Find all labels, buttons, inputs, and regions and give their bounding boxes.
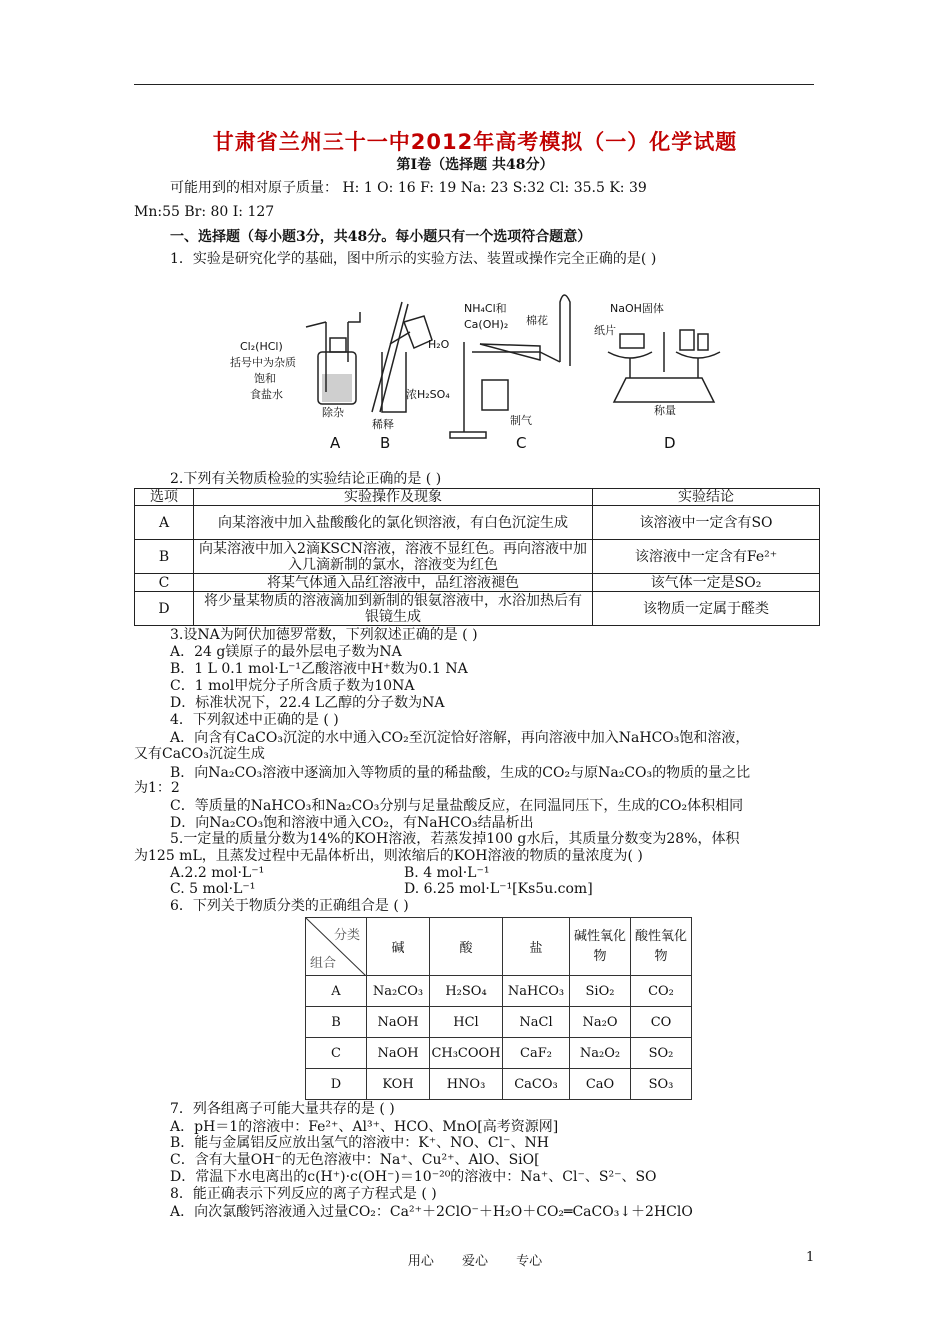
fig-c-letter: C [516, 434, 527, 452]
table-cell: CaO [570, 1069, 631, 1100]
table-cell: B [135, 540, 194, 574]
question-4: 4．下列叙述中正确的是 ( ) [170, 712, 339, 728]
table-header: 碱性氧化物 [570, 918, 631, 976]
table-cell: HCl [430, 1007, 503, 1038]
corner-bottom-label: 组合 [310, 956, 337, 971]
table-cell: 将少量某物质的溶液滴加到新制的银氨溶液中，水浴加热后有银镜生成 [194, 592, 593, 626]
table-header: 盐 [503, 918, 570, 976]
table-corner [306, 918, 367, 976]
table-cell: H₂SO₄ [430, 976, 503, 1007]
table-cell: D [306, 1069, 367, 1100]
question-3: 3.设NA为阿伏加德罗常数，下列叙述正确的是 ( ) [170, 627, 478, 643]
table-header-row [306, 918, 692, 976]
fig-c-label1: NH₄Cl和 [464, 302, 507, 315]
table-cell: 向某溶液中加入盐酸酸化的氯化钡溶液，有白色沉淀生成 [194, 506, 593, 540]
corner-top-label: 分类 [333, 928, 360, 943]
table-cell: D [135, 592, 194, 626]
q7-option-a: A．pH＝1的溶液中：Fe²⁺、Al³⁺、HCO、MnO[高考资源网] [170, 1119, 559, 1135]
question-7: 7．列各组离子可能大量共存的是 ( ) [170, 1101, 395, 1117]
apparatus-d [608, 330, 720, 402]
table-cell: C [306, 1038, 367, 1069]
atomic-masses-line2: Mn:55 Br: 80 I: 127 [134, 204, 275, 220]
q3-option-c: C．1 mol甲烷分子所含质子数为10NA [170, 678, 415, 694]
question-5-cont: 为125 mL，且蒸发过程中无晶体析出，则浓缩后的KOH溶液的物质的量浓度为( ) [134, 848, 643, 864]
table-cell: 将某气体通入品红溶液中，品红溶液褪色 [194, 574, 593, 592]
header-rule [134, 84, 814, 85]
fig-b-caption: 稀释 [372, 418, 394, 431]
q5-option-c: C. 5 mol·L⁻¹ [170, 881, 256, 897]
table-row [306, 1038, 692, 1069]
table-cell: NaHCO₃ [503, 976, 570, 1007]
q7-option-c: C．含有大量OH⁻的无色溶液中：Na⁺、Cu²⁺、AlO、SiO[ [170, 1152, 540, 1168]
question-8: 8．能正确表示下列反应的离子方程式是 ( ) [170, 1186, 437, 1202]
apparatus-a [306, 312, 360, 404]
fig-a-label1: Cl₂(HCl) [240, 340, 283, 353]
table-row [306, 1007, 692, 1038]
table-cell: Na₂O [570, 1007, 631, 1038]
table-cell: CO₂ [631, 976, 692, 1007]
apparatus-figure [210, 282, 750, 452]
table-cell: CO [631, 1007, 692, 1038]
q4-option-d: D．向Na₂CO₃饱和溶液中通入CO₂，有NaHCO₃结晶析出 [170, 815, 534, 831]
table-cell: A [135, 506, 194, 540]
fig-b-letter: B [380, 434, 391, 452]
fig-a-label4: 食盐水 [250, 388, 283, 401]
q4-option-c: C．等质量的NaHCO₃和Na₂CO₃分别与足量盐酸反应，在同温同压下，生成的CO₂体积相同 [170, 798, 744, 814]
table-cell: B [306, 1007, 367, 1038]
q3-option-a: A．24 g镁原子的最外层电子数为NA [170, 644, 402, 660]
table-cell: SO₃ [631, 1069, 692, 1100]
table-row [135, 540, 820, 574]
fig-a-label3: 饱和 [254, 372, 276, 385]
q4-option-a-cont: 又有CaCO₃沉淀生成 [134, 746, 265, 762]
fig-a-label2: 括号中为杂质 [230, 356, 296, 369]
fig-d-label2: 纸片 [594, 324, 616, 337]
table-header: 实验操作及现象 [194, 489, 593, 506]
q4-option-b: B．向Na₂CO₃溶液中逐滴加入等物质的量的稀盐酸，生成的CO₂与原Na₂CO₃的物质的量之比 [170, 765, 751, 781]
q3-option-d: D．标准状况下，22.4 L乙醇的分子数为NA [170, 695, 445, 711]
fig-b-label1: H₂O [428, 338, 450, 351]
section-heading: 一、选择题（每小题3分，共48分。每小题只有一个选项符合题意） [170, 229, 592, 245]
table-cell: HNO₃ [430, 1069, 503, 1100]
table-cell: KOH [367, 1069, 430, 1100]
table-cell: 该气体一定是SO₂ [593, 574, 820, 592]
q5-option-a: A.2.2 mol·L⁻¹ [170, 865, 265, 881]
table-cell: CaF₂ [503, 1038, 570, 1069]
table-row [135, 574, 820, 592]
table-cell: A [306, 976, 367, 1007]
table-cell: Na₂O₂ [570, 1038, 631, 1069]
table-cell: Na₂CO₃ [367, 976, 430, 1007]
fig-c-caption: 制气 [510, 414, 532, 427]
table-cell: CaCO₃ [503, 1069, 570, 1100]
table-cell: 该溶液中一定含有SO [593, 506, 820, 540]
table-header: 酸 [430, 918, 503, 976]
q7-option-b: B．能与金属铝反应放出氢气的溶液中：K⁺、NO、Cl⁻、NH [170, 1135, 549, 1151]
q3-option-b: B．1 L 0.1 mol·L⁻¹乙酸溶液中H⁺数为0.1 NA [170, 661, 468, 677]
fig-c-label2: Ca(OH)₂ [464, 318, 509, 331]
question-5: 5.一定量的质量分数为14%的KOH溶液，若蒸发掉100 g水后，其质量分数变为28%，体积 [170, 831, 740, 847]
q2-table [134, 488, 820, 626]
fig-b-label2: 浓H₂SO₄ [406, 388, 450, 401]
table-row [135, 592, 820, 626]
q6-table [305, 917, 692, 1100]
table-cell: 该溶液中一定含有Fe²⁺ [593, 540, 820, 574]
table-cell: CH₃COOH [430, 1038, 503, 1069]
page-footer: 用心 爱心 专心 [407, 1254, 543, 1269]
table-cell: NaOH [367, 1007, 430, 1038]
q5-option-b: B. 4 mol·L⁻¹ [404, 865, 490, 881]
q4-option-a: A．向含有CaCO₃沉淀的水中通入CO₂至沉淀恰好溶解，再向溶液中加入NaHCO₃饱和溶液， [170, 730, 750, 746]
fig-d-caption: 称量 [654, 404, 676, 417]
page-number: 1 [806, 1250, 815, 1265]
table-cell: 向某溶液中加入2滴KSCN溶液，溶液不显红色。再向溶液中加入几滴新制的氯水，溶液变为红色 [194, 540, 593, 574]
q7-option-d: D．常温下水电离出的c(H⁺)·c(OH⁻)＝10⁻²⁰的溶液中：Na⁺、Cl⁻、S²⁻、SO [170, 1169, 657, 1185]
q4-option-b-cont: 为1：2 [134, 780, 180, 796]
table-cell: NaCl [503, 1007, 570, 1038]
table-row [306, 976, 692, 1007]
table-header: 酸性氧化物 [631, 918, 692, 976]
table-header-row [135, 489, 820, 506]
table-row [306, 1069, 692, 1100]
q8-option-a: A．向次氯酸钙溶液通入过量CO₂：Ca²⁺＋2ClO⁻＋H₂O＋CO₂═CaCO₃↓＋2HClO [170, 1204, 693, 1220]
fig-a-caption: 除杂 [322, 406, 344, 419]
table-header: 实验结论 [593, 489, 820, 506]
question-2: 2.下列有关物质检验的实验结论正确的是 ( ) [170, 471, 442, 487]
table-header: 碱 [367, 918, 430, 976]
table-cell: NaOH [367, 1038, 430, 1069]
table-cell: SO₂ [631, 1038, 692, 1069]
table-cell: 该物质一定属于醛类 [593, 592, 820, 626]
question-6: 6．下列关于物质分类的正确组合是 ( ) [170, 898, 409, 914]
q5-option-d: D. 6.25 mol·L⁻¹[Ks5u.com] [404, 881, 593, 897]
fig-d-label1: NaOH固体 [610, 302, 664, 315]
table-header: 选项 [135, 489, 194, 506]
table-row [135, 506, 820, 540]
fig-a-letter: A [330, 434, 341, 452]
table-cell: SiO₂ [570, 976, 631, 1007]
table-cell: C [135, 574, 194, 592]
fig-d-letter: D [664, 434, 676, 452]
page-title: 甘肃省兰州三十一中2012年高考模拟（一）化学试题 [212, 130, 738, 154]
atomic-masses-line1: 可能用到的相对原子质量： H: 1 O: 16 F: 19 Na: 23 S:32 Cl: 35.5 K: 39 [170, 180, 647, 196]
section-subtitle: 第Ⅰ卷（选择题 共48分） [396, 157, 554, 173]
question-1: 1．实验是研究化学的基础，图中所示的实验方法、装置或操作完全正确的是( ) [170, 251, 657, 267]
fig-c-label3: 棉花 [526, 314, 548, 327]
